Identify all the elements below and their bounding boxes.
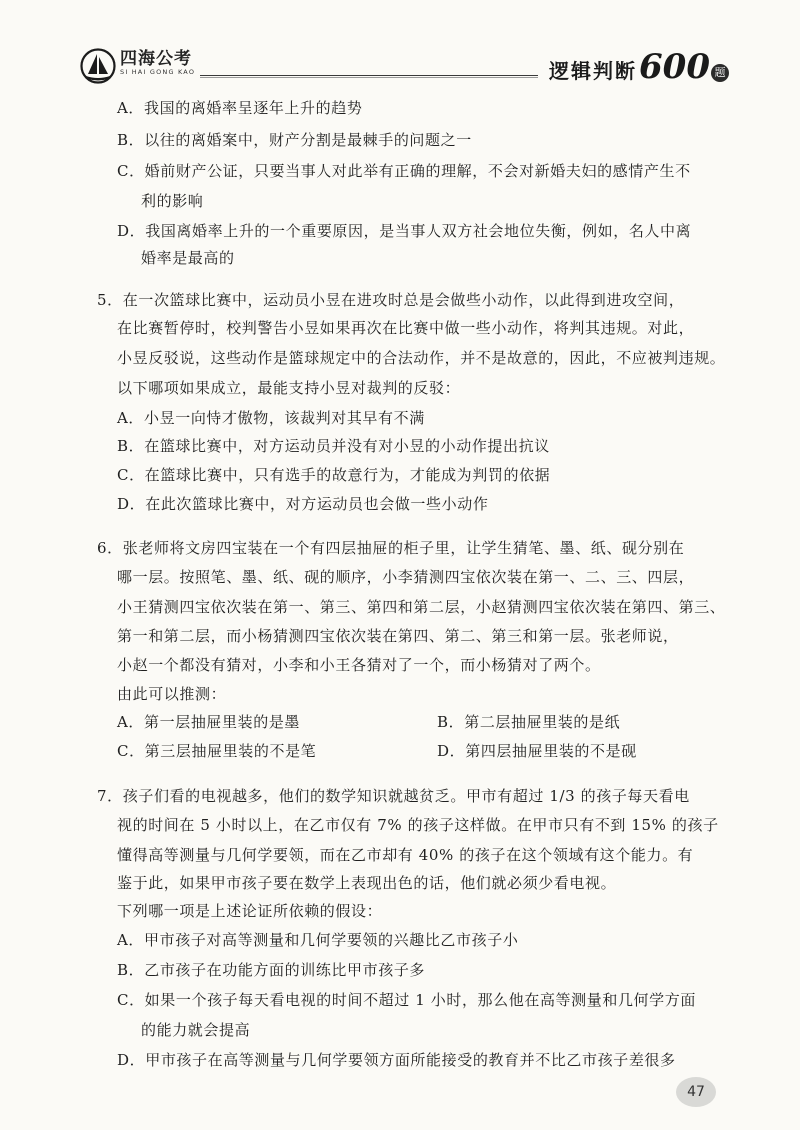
q6-option-c: C．第三层抽屉里装的不是笔 [117, 742, 317, 760]
q6-stem-line-5: 小赵一个都没有猜对，小李和小王各猜对了一个，而小杨猜对了两个。 [117, 656, 601, 674]
sailboat-logo-icon [80, 48, 116, 84]
book-title-text: 逻辑判断 [549, 59, 637, 83]
q4-option-c-cont: 利的影响 [141, 192, 204, 210]
q6-stem-line-3: 小王猜测四宝依次装在第一、第三、第四和第二层，小赵猜测四宝依次装在第四、第三、 [117, 598, 726, 616]
logo-subtitle: SI HAI GONG KAO [120, 68, 196, 76]
q4-option-b: B．以往的离婚案中，财产分割是最棘手的问题之一 [117, 131, 472, 149]
page-number: 47 [676, 1077, 716, 1107]
q6-stem-line-6: 由此可以推测： [117, 685, 227, 703]
q4-option-a: A．我国的离婚率呈逐年上升的趋势 [117, 99, 363, 117]
q7-option-d: D．甲市孩子在高等测量与几何学要领方面所能接受的教育并不比乙市孩子差很多 [117, 1051, 676, 1069]
q4-option-d: D．我国离婚率上升的一个重要原因，是当事人双方社会地位失衡，例如，名人中离 [117, 222, 692, 240]
q6-stem-line-4: 第一和第二层，而小杨猜测四宝依次装在第四、第二、第三和第一层。张老师说， [117, 627, 679, 645]
q7-stem-line-5: 下列哪一项是上述论证所依赖的假设： [117, 902, 383, 920]
book-title [549, 47, 729, 87]
q5-option-d: D．在此次篮球比赛中，对方运动员也会做一些小动作 [117, 495, 489, 513]
q4-option-d-cont: 婚率是最高的 [141, 249, 235, 267]
q7-stem-line-3: 懂得高等测量与几何学要领，而在乙市却有 40% 的孩子在这个领域有这个能力。有 [117, 846, 694, 864]
q7-option-c: C．如果一个孩子每天看电视的时间不超过 1 小时，那么他在高等测量和几何学方面 [117, 991, 696, 1009]
q6-option-d: D．第四层抽屉里装的不是砚 [437, 742, 637, 760]
q7-option-c-cont: 的能力就会提高 [141, 1021, 251, 1039]
book-title-suffix: 题 [711, 64, 729, 82]
q6-stem-line-1: 6．张老师将文房四宝装在一个有四层抽屉的柜子里，让学生猜笔、墨、纸、砚分别在 [97, 539, 685, 557]
q6-option-a: A．第一层抽屉里装的是墨 [117, 713, 301, 731]
header-rule [200, 75, 538, 76]
q5-option-b: B．在篮球比赛中，对方运动员并没有对小昱的小动作提出抗议 [117, 437, 550, 455]
q7-stem-line-2: 视的时间在 5 小时以上，在乙市仅有 7% 的孩子这样做。在甲市只有不到 15% 的孩子 [117, 816, 719, 834]
q7-stem-line-1: 7．孩子们看的电视越多，他们的数学知识就越贫乏。甲市有超过 1/3 的孩子每天看电 [97, 787, 690, 805]
book-title-number: 600 [639, 47, 710, 87]
q7-option-b: B．乙市孩子在功能方面的训练比甲市孩子多 [117, 961, 426, 979]
q7-stem-line-4: 鉴于此，如果甲市孩子要在数学上表现出色的话，他们就必须少看电视。 [117, 874, 617, 892]
q4-option-c: C．婚前财产公证，只要当事人对此举有正确的理解，不会对新婚夫妇的感情产生不 [117, 162, 691, 180]
q5-option-a: A．小昱一向恃才傲物，该裁判对其早有不满 [117, 409, 425, 427]
q5-option-c: C．在篮球比赛中，只有选手的故意行为，才能成为判罚的依据 [117, 466, 551, 484]
q5-stem-line-4: 以下哪项如果成立，最能支持小昱对裁判的反驳： [117, 379, 461, 397]
page-header [0, 0, 800, 95]
publisher-logo [80, 48, 195, 84]
header-rule-thin [200, 77, 538, 78]
logo-name: 四海公考 [120, 49, 192, 69]
q5-stem-line-1: 5．在一次篮球比赛中，运动员小昱在进攻时总是会做些小动作，以此得到进攻空间， [97, 291, 685, 309]
q5-stem-line-2: 在比赛暂停时，校判警告小昱如果再次在比赛中做一些小动作，将判其违规。对此， [117, 319, 695, 337]
q6-option-b: B．第二层抽屉里装的是纸 [437, 713, 621, 731]
q5-stem-line-3: 小昱反驳说，这些动作是篮球规定中的合法动作，并不是故意的，因此，不应被判违规。 [117, 349, 726, 367]
q6-stem-line-2: 哪一层。按照笔、墨、纸、砚的顺序，小李猜测四宝依次装在第一、二、三、四层， [117, 568, 695, 586]
q7-option-a: A．甲市孩子对高等测量和几何学要领的兴趣比乙市孩子小 [117, 931, 519, 949]
